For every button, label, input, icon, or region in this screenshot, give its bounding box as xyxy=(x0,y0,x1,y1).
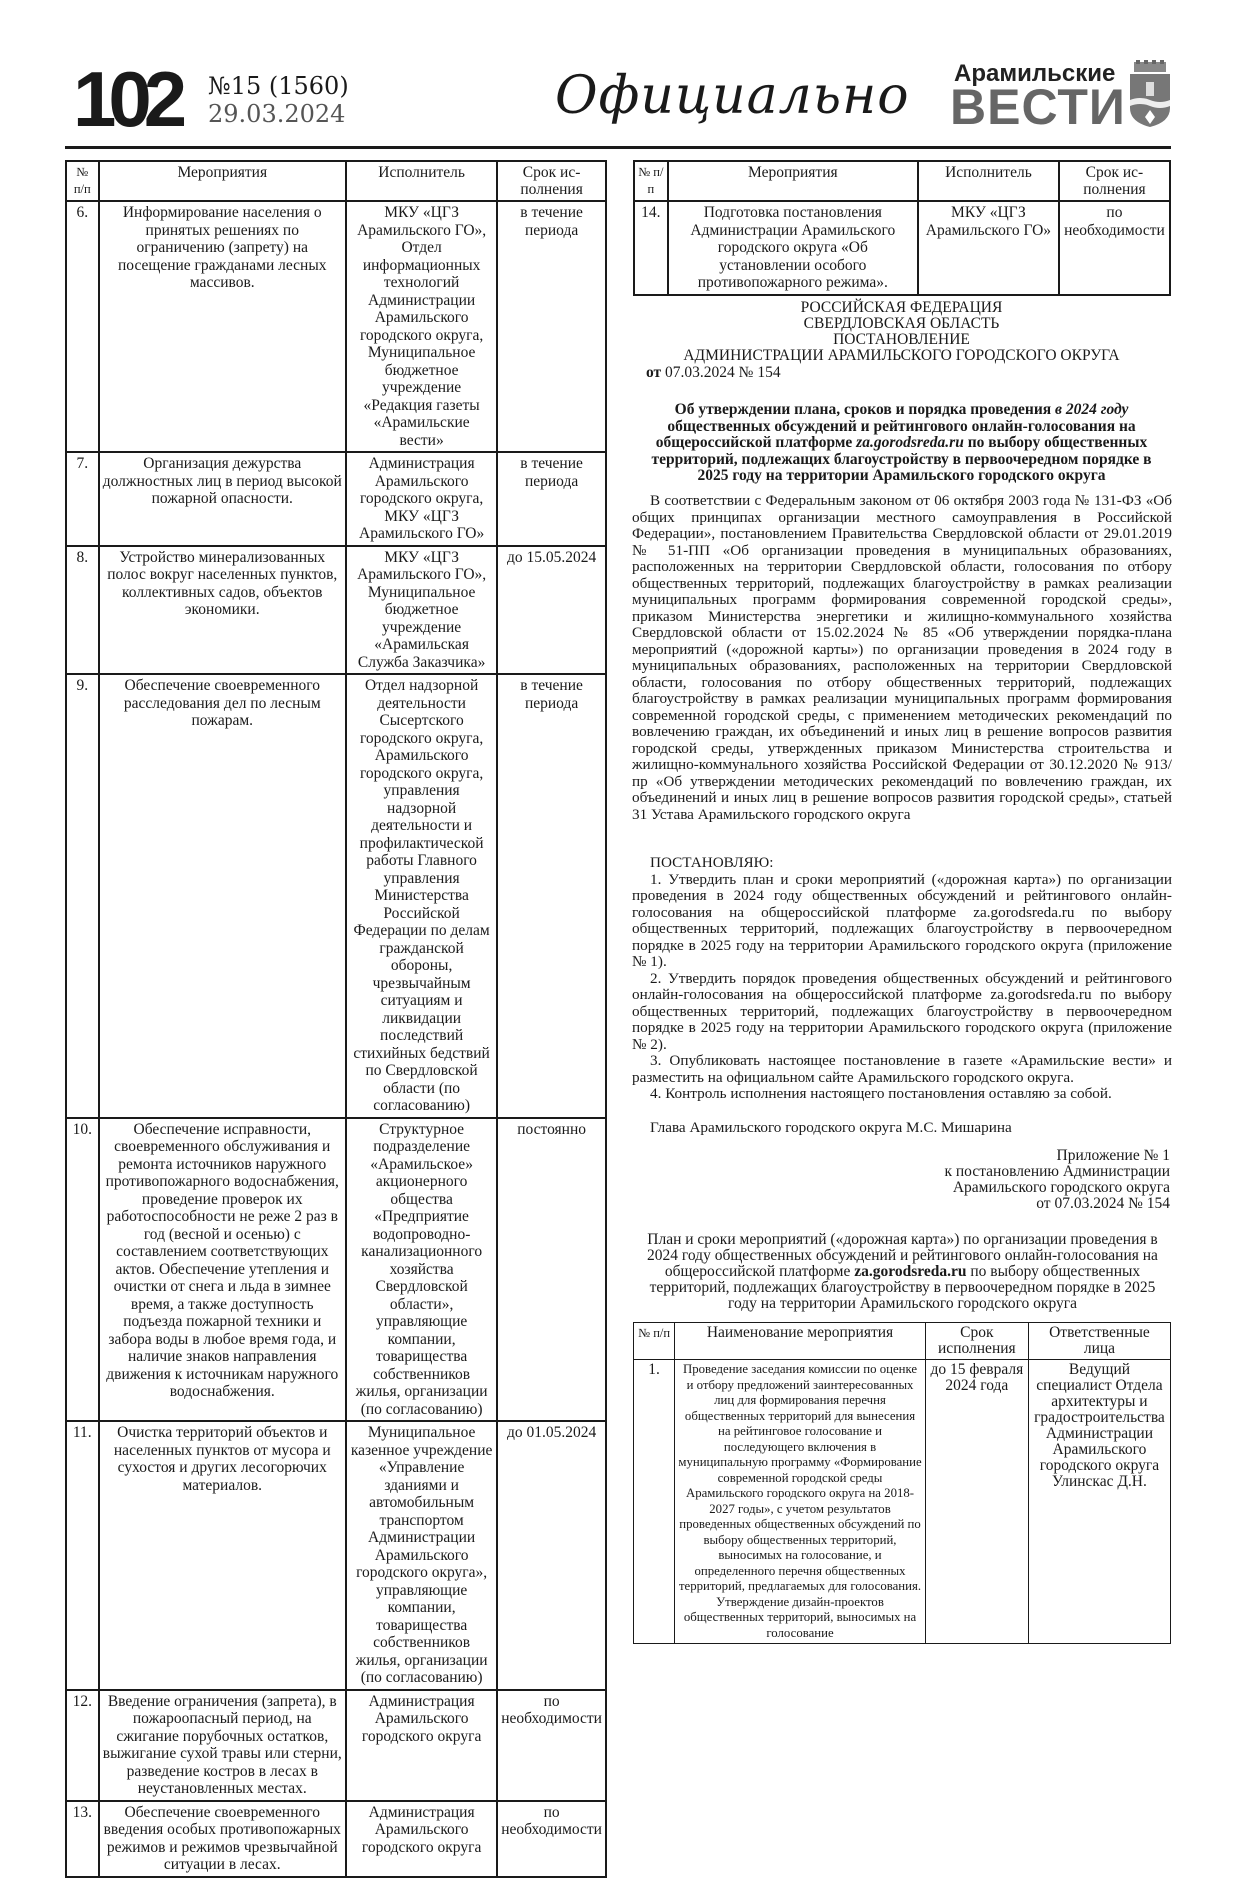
row-event: Обеспечение своевременного расследования дел по лесным пожарам. xyxy=(99,674,347,1118)
decree-preamble xyxy=(632,493,1172,823)
col-header-num: № п/п xyxy=(634,161,668,201)
col-header-executor: Исполнитель xyxy=(918,161,1059,201)
roadmap-table xyxy=(633,1322,1171,1644)
row-deadline: в течение периода xyxy=(497,674,606,1118)
table-header-row xyxy=(634,161,1170,201)
annex-reference xyxy=(880,1148,1170,1212)
decree-resolution xyxy=(632,855,1172,1136)
annex-line: к постановлению Администрации xyxy=(944,1163,1170,1180)
col-header-event: Наименование мероприятия xyxy=(675,1323,926,1360)
table-row xyxy=(634,201,1170,295)
row-num: 6. xyxy=(66,201,99,452)
row-num: 7. xyxy=(66,452,99,546)
row-deadline: в течение периода xyxy=(497,201,606,452)
decree-header-line: РОССИЙСКАЯ ФЕДЕРАЦИЯ xyxy=(800,299,1003,316)
decree-header-line: СВЕРДЛОВСКАЯ ОБЛАСТЬ xyxy=(803,315,1000,332)
row-num: 8. xyxy=(66,546,99,675)
roadmap-title xyxy=(640,1232,1165,1312)
row-num: 10. xyxy=(66,1118,99,1422)
table-row xyxy=(66,1421,606,1690)
row-deadline: до 15.05.2024 xyxy=(497,546,606,675)
row-deadline: до 15 февраля 2024 года xyxy=(925,1360,1028,1644)
signature: Глава Арамильского городского округа М.С. Мишарина xyxy=(650,1118,1012,1136)
row-num: 11. xyxy=(66,1421,99,1690)
row-event: Организация дежурства должностных лиц в период высокой пожарной опасности. xyxy=(99,452,347,546)
row-deadline: по необходимости xyxy=(1059,201,1170,295)
col-header-deadline: Срок исполнения xyxy=(925,1323,1028,1360)
row-event: Обеспечение исправности, своевременного обслуживания и ремонта источников наружного противопожарного водоснабжения, проведение проверок их работоспособности не реже 2 раз в год (весной и осенью) с составлением соответствующих актов. Обеспечение утепления и очистки от снега и льда в зимнее время, а также доступность подъезда пожарной техники и забора воды в любое время года, и наличие знаков направления движения к источникам наружного водоснабжения. xyxy=(99,1118,347,1422)
fire-measures-table-continued xyxy=(633,160,1171,296)
roadmap-title-text: План и сроки мероприятий («дорожная карта») по организации проведения в 2024 году общественных обсуждений и рейтингового онлайн-голосования на общероссийской платформе xyxy=(647,1231,1158,1280)
row-executor: Муниципальное казенное учреждение «Управление зданиями и автомобильным транспортом Администрации Арамильского городского округа», управляющие компании, товарищества собственников жилья, организации (по согласованию) xyxy=(346,1421,497,1690)
decree-date-number: 07.03.2024 № 154 xyxy=(665,364,781,381)
row-num: 9. xyxy=(66,674,99,1118)
row-num: 14. xyxy=(634,201,668,295)
decree-date xyxy=(646,364,781,382)
table-row xyxy=(66,201,606,452)
table-row xyxy=(66,674,606,1118)
row-executor: МКУ «ЦГЗ Арамильского ГО», Муниципальное бюджетное учреждение «Арамильская Служба Заказчика» xyxy=(346,546,497,675)
roadmap-title-text: по выбору общественных территорий, подлежащих благоустройству в первоочередном порядке в 2025 году на территории Арамильского городского округа xyxy=(649,1263,1156,1312)
row-event: Проведение заседания комиссии по оценке и отбору предложений заинтересованных лиц для формирования перечня общественных территорий для вынесения на рейтинговое голосование и последующего включения в муниципальную программу «Формирование современной городской среды Арамильского городского округа на 2018-2027 годы», с учетом результатов проведенных общественных обсуждений по выбору общественных территорий, выносимых на голосование, и определенного перечня общественных территорий, предлагаемых для голосования. Утверждение дизайн-проектов общественных территорий, выносимых на голосование xyxy=(675,1360,926,1644)
table-row xyxy=(634,1360,1171,1644)
row-event: Информирование населения о принятых решениях по ограничению (запрету) на посещение гражданами лесных массивов. xyxy=(99,201,347,452)
col-header-num: № п/п xyxy=(634,1323,675,1360)
table-row xyxy=(66,546,606,675)
annex-line: Арамильского городского округа xyxy=(952,1179,1170,1196)
col-header-deadline: Срок ис-полнения xyxy=(497,161,606,201)
row-event: Устройство минерализованных полос вокруг населенных пунктов, коллективных садов, объектов экономики. xyxy=(99,546,347,675)
row-event: Подготовка постановления Администрации Арамильского городского округа «Об установлении особого противопожарного режима». xyxy=(668,201,918,295)
resolution-item: 3. Опубликовать настоящее постановление в газете «Арамильские вести» и разместить на официальном сайте Арамильского городского округа. xyxy=(632,1052,1172,1086)
row-event: Очистка территорий объектов и населенных пунктов от мусора и сухостоя и других лесогорючих материалов. xyxy=(99,1421,347,1690)
decree-title-text: общественных обсуждений и рейтингового онлайн-голосования на общероссийской платформе xyxy=(655,417,1136,451)
issue-date: 29.03.2024 xyxy=(208,100,346,128)
table-row xyxy=(66,452,606,546)
annex-line: от 07.03.2024 № 154 xyxy=(1036,1195,1170,1212)
resolution-item: 1. Утвердить план и сроки мероприятий («дорожная карта») по организации проведения в 2024 году общественных обсуждений и рейтингового онлайн-голосования на общероссийской платформе za.gorodsreda.ru по выбору общественных территорий, подлежащих благоустройству в первоочередном порядке в 2025 году на территории Арамильского городского округа (приложение № 1). xyxy=(632,870,1172,970)
col-header-num: № п/п xyxy=(66,161,99,201)
row-deadline: по необходимости xyxy=(497,1690,606,1801)
issue-number: №15 (1560) xyxy=(208,72,349,100)
coat-of-arms-icon xyxy=(1128,60,1172,128)
row-num: 13. xyxy=(66,1801,99,1877)
decree-header-line: АДМИНИСТРАЦИИ АРАМИЛЬСКОГО ГОРОДСКОГО ОКРУГА xyxy=(683,347,1120,364)
row-executor: МКУ «ЦГЗ Арамильского ГО», Отдел информационных технологий Администрации Арамильского городского округа, Муниципальное бюджетное учреждение «Редакция газеты «Арамильские вести» xyxy=(346,201,497,452)
col-header-event: Мероприятия xyxy=(668,161,918,201)
decree-title-text: Об утверждении плана, сроков и порядка проведения xyxy=(674,401,1052,418)
row-deadline: постоянно xyxy=(497,1118,606,1422)
decree-title-text: по выбору общественных территорий, подлежащих благоустройству в первоочередном порядке в 2025 году на территории Арамильского городского округа xyxy=(651,434,1152,484)
row-num: 1. xyxy=(634,1360,675,1644)
col-header-event: Мероприятия xyxy=(99,161,347,201)
page-number: 102 xyxy=(73,55,180,143)
table-header-row xyxy=(66,161,606,201)
masthead xyxy=(0,0,1241,145)
newspaper-logo-top: Арамильские xyxy=(954,60,1116,87)
row-event: Обеспечение своевременного введения особых противопожарных режимов и режимов чрезвычайной ситуации в лесах. xyxy=(99,1801,347,1877)
decree-title-year: в 2024 году xyxy=(1055,401,1129,418)
resolve-heading: ПОСТАНОВЛЯЮ: xyxy=(650,854,774,871)
table-header-row xyxy=(634,1323,1171,1360)
col-header-responsible: Ответственные лица xyxy=(1028,1323,1170,1360)
decree-title xyxy=(638,402,1165,485)
row-executor: Структурное подразделение «Арамильское» акционерного общества «Предприятие водопроводно-канализационного хозяйства Свердловской области», управляющие компании, товарищества собственников жилья, организации (по согласованию) xyxy=(346,1118,497,1422)
col-header-deadline: Срок ис-полнения xyxy=(1059,161,1170,201)
newspaper-logo-bottom: ВЕСТИ xyxy=(950,79,1126,135)
row-executor: Администрация Арамильского городского округа xyxy=(346,1690,497,1801)
section-title: Официально xyxy=(555,66,910,126)
preamble-paragraph: В соответствии с Федеральным законом от 06 октября 2003 года № 131-ФЗ «Об общих принципах организации местного самоуправления в Российской Федерации», постановлением Правительства Свердловской области от 29.01.2019 № 51-ПП «Об организации проведения в муниципальных образованиях, расположенных на территории Свердловской области, голосования по отбору общественных территорий, подлежащих благоустройству в рамках реализации муниципальных программ формирования современной городской среды», приказом Министерства энергетики и жилищно-коммунального хозяйства Свердловской области от 15.02.2024 № 85 «Об утверждении порядка-плана мероприятий («дорожной карты») по организации проведения в 2024 году в муниципальных образованиях, расположенных на территории Свердловской области, голосования по отбору общественных территорий, подлежащих благоустройству в рамках реализации муниципальных программ формирования современной городской среды, с применением методических рекомендаций по вовлечению граждан, их объединений и иных лиц в решение вопросов развития городской среды, утвержденных приказом Министерства строительства и жилищно-коммунального хозяйства Российской Федерации от 30.12.2020 № 913/пр «Об утверждении методических рекомендаций по вовлечению граждан, их объединений и иных лиц в решение вопросов развития городской среды», статьей 31 Устава Арамильского городского округа xyxy=(632,492,1172,823)
fire-measures-table xyxy=(65,160,607,1878)
decree-header-line: ПОСТАНОВЛЕНИЕ xyxy=(833,331,970,348)
roadmap-title-link[interactable]: za.gorodsreda.ru xyxy=(854,1263,967,1280)
row-executor: Администрация Арамильского городского округа, МКУ «ЦГЗ Арамильского ГО» xyxy=(346,452,497,546)
row-responsible: Ведущий специалист Отдела архитектуры и градостроительства Администрации Арамильского городского округа Улинскас Д.Н. xyxy=(1028,1360,1170,1644)
decree-date-prefix: от xyxy=(646,364,662,381)
table-row xyxy=(66,1118,606,1422)
table-row xyxy=(66,1801,606,1877)
row-executor: Администрация Арамильского городского округа xyxy=(346,1801,497,1877)
table-row xyxy=(66,1690,606,1801)
decree-title-link[interactable]: za.gorodsreda.ru xyxy=(856,434,964,451)
row-event: Введение ограничения (запрета), в пожароопасный период, на сжигание порубочных остатков, выжигание сухой травы или стерни, разведение костров в лесах в неустановленных местах. xyxy=(99,1690,347,1801)
row-executor: Отдел надзорной деятельности Сысертского городского округа, Арамильского городского округа, управления надзорной деятельности и профилактической работы Главного управления Министерства Российской Федерации по делам гражданской обороны, чрезвычайным ситуациям и ликвидации последствий стихийных бедствий по Свердловской области (по согласованию) xyxy=(346,674,497,1118)
resolution-item: 2. Утвердить порядок проведения общественных обсуждений и рейтингового онлайн-голосования на общероссийской платформе za.gorodsreda.ru по выбору общественных территорий, подлежащих благоустройству в первоочередном порядке в 2025 году на территории Арамильского городского округа (приложение № 2). xyxy=(632,969,1172,1053)
col-header-executor: Исполнитель xyxy=(346,161,497,201)
row-deadline: в течение периода xyxy=(497,452,606,546)
resolution-item: 4. Контроль исполнения настоящего постановления оставляю за собой. xyxy=(650,1085,1112,1102)
header-rule xyxy=(65,146,1171,149)
row-deadline: по необходимости xyxy=(497,1801,606,1877)
row-deadline: до 01.05.2024 xyxy=(497,1421,606,1690)
annex-line: Приложение № 1 xyxy=(1056,1147,1170,1164)
row-num: 12. xyxy=(66,1690,99,1801)
row-executor: МКУ «ЦГЗ Арамильского ГО» xyxy=(918,201,1059,295)
issue-info xyxy=(208,72,349,128)
decree-header xyxy=(633,300,1170,364)
